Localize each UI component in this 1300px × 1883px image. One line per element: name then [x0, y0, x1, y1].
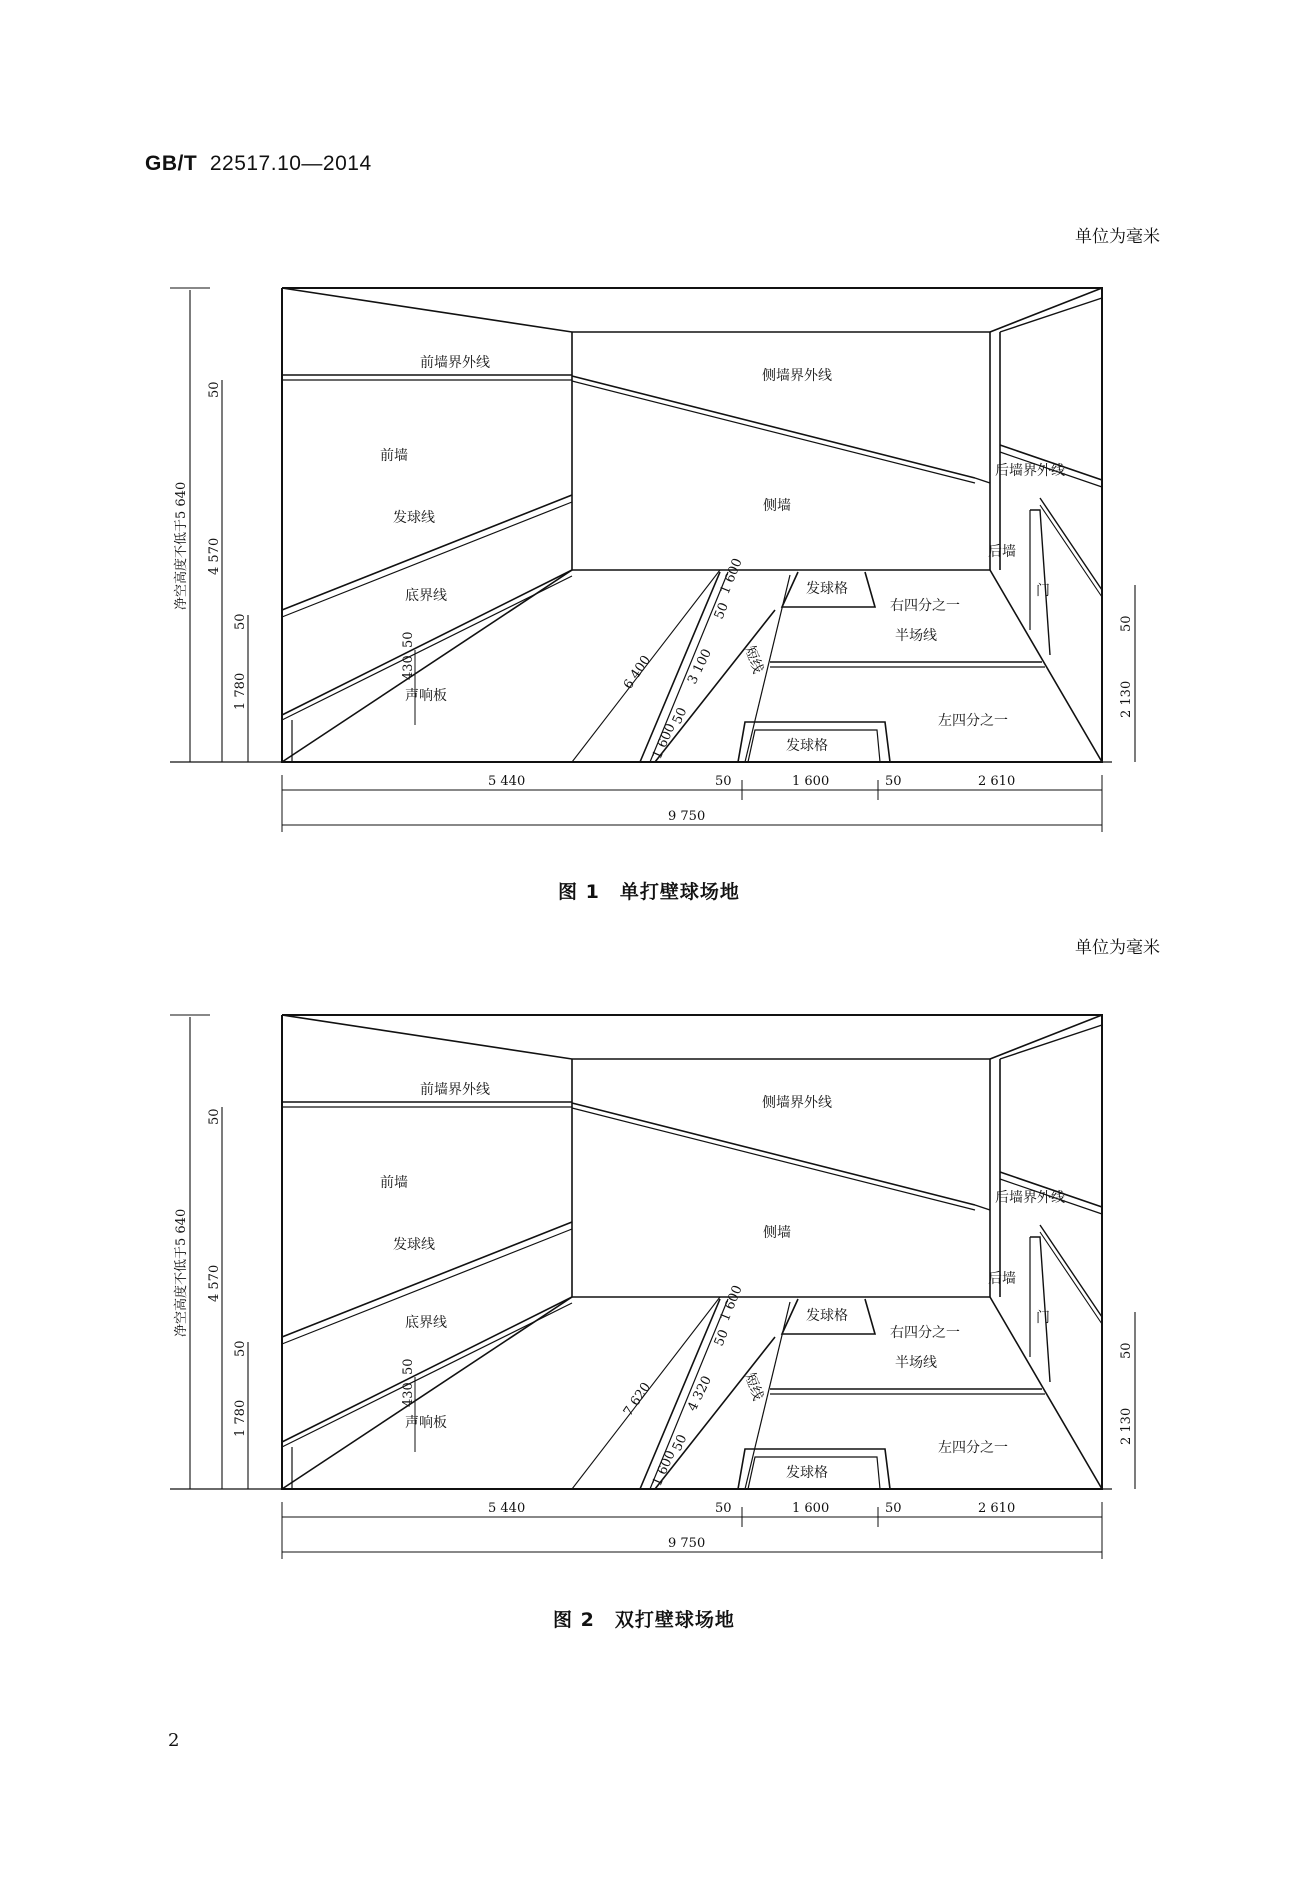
dim-50-bottom-b: 50	[885, 774, 902, 789]
dim-service-distance: 4 320	[685, 1373, 715, 1414]
dim-50-right: 50	[1119, 1342, 1134, 1359]
side-wall-out-line-end	[975, 478, 990, 483]
back-wall-label: 后墙	[988, 1271, 1016, 1287]
front-wall-label: 前墙	[380, 448, 408, 464]
right-wall-top	[1000, 1025, 1102, 1059]
figure-2-court-diagram	[0, 997, 1300, 1597]
dim-50-top: 50	[207, 381, 222, 398]
side-wall-out-line-inner	[572, 381, 975, 483]
dim-50-bottom-a: 50	[715, 774, 732, 789]
dim-50-tin: 50	[401, 1358, 416, 1375]
dim-2610: 2 610	[978, 1501, 1016, 1516]
clear-height-dim: 净空高度不低于5 640	[174, 481, 189, 610]
side-wall-out-line	[572, 1103, 975, 1205]
unit-note-2: 单位为毫米	[1075, 938, 1160, 958]
ceiling-left-edge	[282, 288, 572, 332]
dim-diagonal: 7 620	[620, 1379, 655, 1420]
service-line-label: 发球线	[393, 1237, 435, 1253]
dim-50-bottom-box: 50	[669, 705, 691, 727]
dim-4570: 4 570	[207, 1264, 222, 1302]
dim-50-top-box: 50	[711, 1327, 732, 1349]
board-line-label: 底界线	[405, 1315, 447, 1331]
page-number: 2	[168, 1730, 180, 1751]
dim-50-tin: 50	[401, 631, 416, 648]
dim-1600-bottom-row: 1 600	[792, 774, 830, 789]
dim-2610: 2 610	[978, 774, 1016, 789]
dim-9750: 9 750	[668, 809, 706, 824]
right-wall-diagonal	[1040, 498, 1102, 590]
dim-5440: 5 440	[488, 1501, 526, 1516]
front-wall-out-line-label: 前墙界外线	[420, 355, 490, 371]
left-quarter-label: 左四分之一	[938, 1440, 1008, 1456]
dim-diagonal: 6 400	[620, 652, 655, 693]
board-line-label: 底界线	[405, 588, 447, 604]
back-wall-out-line-label: 后墙界外线	[995, 463, 1065, 479]
dim-2130: 2 130	[1119, 680, 1134, 718]
standard-number: 22517.10—2014	[209, 152, 372, 175]
dim-430: 430	[401, 655, 416, 680]
side-wall-out-line-end	[975, 1205, 990, 1210]
dim-2130: 2 130	[1119, 1407, 1134, 1445]
dim-service-distance: 3 100	[685, 646, 715, 687]
ceiling-left-edge	[282, 1015, 572, 1059]
side-wall-out-line-inner	[572, 1108, 975, 1210]
dim-50-mid: 50	[233, 1340, 248, 1357]
short-line-label: 短线	[741, 1370, 766, 1403]
service-box-top-label: 发球格	[806, 1308, 848, 1324]
side-wall-out-line-label: 侧墙界外线	[762, 368, 832, 384]
service-line-label: 发球线	[393, 510, 435, 526]
door-label: 门	[1036, 583, 1050, 599]
dim-1780: 1 780	[233, 672, 248, 710]
door-label: 门	[1036, 1310, 1050, 1326]
dim-1600-top: 1 600	[717, 556, 746, 597]
side-wall-out-line	[572, 376, 975, 478]
dim-50-bottom-a: 50	[715, 1501, 732, 1516]
figure-1-caption: 图 1 单打壁球场地	[558, 881, 740, 903]
dim-50-right: 50	[1119, 615, 1134, 632]
clear-height-dim: 净空高度不低于5 640	[174, 1208, 189, 1337]
dim-1600-top: 1 600	[717, 1283, 746, 1324]
dim-1600-bottom: 1 600	[649, 721, 679, 762]
figure-2-caption: 图 2 双打壁球场地	[553, 1609, 735, 1631]
right-wall-top	[1000, 298, 1102, 332]
ceiling-right-edge	[990, 288, 1102, 332]
dim-1780: 1 780	[233, 1399, 248, 1437]
dim-50-bottom-box: 50	[669, 1432, 691, 1454]
front-wall-out-line-label: 前墙界外线	[420, 1082, 490, 1098]
figure-1-court-diagram	[0, 270, 1300, 870]
dim-4570: 4 570	[207, 537, 222, 575]
short-line-label: 短线	[741, 643, 766, 676]
right-quarter-label: 右四分之一	[890, 1325, 960, 1341]
standard-code: GB/T 22517.10—2014	[145, 152, 372, 175]
service-box-bottom-label: 发球格	[786, 738, 828, 754]
side-wall-label: 侧墙	[763, 498, 791, 514]
tin-label: 声响板	[405, 1415, 447, 1431]
service-box-bottom-label: 发球格	[786, 1465, 828, 1481]
dim-1600-bottom: 1 600	[649, 1448, 679, 1489]
dim-50-top: 50	[207, 1108, 222, 1125]
tin-label: 声响板	[405, 688, 447, 704]
front-wall-label: 前墙	[380, 1175, 408, 1191]
unit-note-1: 单位为毫米	[1075, 227, 1160, 247]
right-quarter-label: 右四分之一	[890, 598, 960, 614]
half-court-line-label: 半场线	[895, 628, 937, 644]
dim-50-bottom-b: 50	[885, 1501, 902, 1516]
dim-50-top-box: 50	[711, 600, 732, 622]
dim-50-mid: 50	[233, 613, 248, 630]
back-wall-out-line-label: 后墙界外线	[995, 1190, 1065, 1206]
side-wall-out-line-label: 侧墙界外线	[762, 1095, 832, 1111]
dim-430: 430	[401, 1382, 416, 1407]
half-court-line-label: 半场线	[895, 1355, 937, 1371]
right-wall-diagonal	[1040, 1225, 1102, 1317]
side-wall-label: 侧墙	[763, 1225, 791, 1241]
dim-9750: 9 750	[668, 1536, 706, 1551]
ceiling-right-edge	[990, 1015, 1102, 1059]
dim-1600-bottom-row: 1 600	[792, 1501, 830, 1516]
back-wall-label: 后墙	[988, 544, 1016, 560]
dim-5440: 5 440	[488, 774, 526, 789]
service-box-top-label: 发球格	[806, 581, 848, 597]
left-quarter-label: 左四分之一	[938, 713, 1008, 729]
